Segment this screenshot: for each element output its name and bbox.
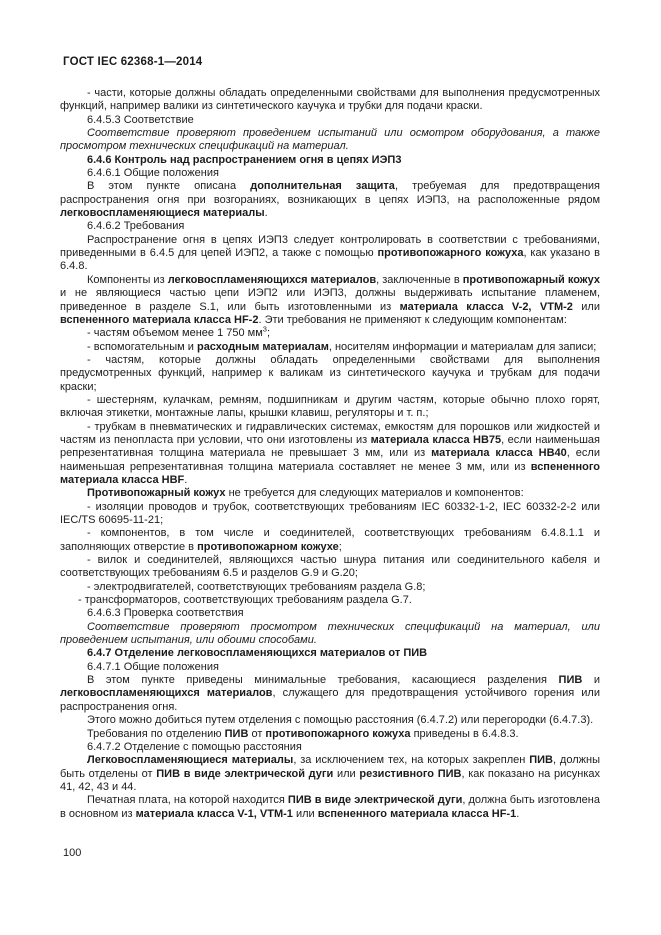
text-run: материала класса HB40 (431, 447, 567, 460)
text-run: резистивного ПИВ (359, 767, 462, 780)
text-run: . (184, 473, 188, 486)
text-run: - частям, которые должны обладать определенными свойствами для выполнения предусмотренных функций, например к валикам из синтетического каучука и трубкам для подачи краски; (60, 353, 600, 393)
text-run: . (264, 207, 268, 220)
text-run: дополнительная защита (250, 180, 395, 193)
text-run: вспененного материала класса HF-1 (317, 807, 517, 820)
text-run: вспененного материала класса HF-2 (60, 313, 259, 326)
paragraph (60, 127, 600, 154)
text-run: 6.4.5.3 Соответствие (87, 113, 194, 126)
paragraph (60, 594, 600, 607)
text-run: , если наименьшая репрезентативная толщина материала не превышает 3 мм, или из (60, 433, 600, 460)
text-run: - трансформаторов, соответствующих требованиям раздела G.7. (78, 594, 412, 607)
text-run: вспененного материала класса HBF (60, 460, 600, 486)
text-run: , если наименьшая репрезентативная толщина материала составляет не менее 3 мм, или из (60, 447, 600, 473)
page-header: ГОСТ IEC 62368-1—2014 (63, 56, 203, 68)
paragraph (60, 527, 600, 554)
paragraph (60, 674, 600, 714)
text-run: 6.4.6.3 Проверка соответствия (87, 607, 244, 620)
text-run: , за исключением тех, на которых закреплен (293, 754, 530, 767)
text-run: 6.4.7 Отделение легковоспламеняющихся материалов от ПИВ (87, 647, 428, 660)
paragraph (60, 554, 600, 581)
text-run: , как показано на рисунках 41, 42, 43 и 44. (60, 767, 600, 793)
text-run: - вспомогательным и (87, 340, 197, 353)
text-run: и (582, 674, 600, 687)
text-run: расходным материалам (196, 340, 329, 353)
text-run: , требуемая для предотвращения распространения огня при возгораниях, возникающих в цепях ИЭП3, на расположенные рядом (60, 180, 600, 206)
text-run: , должны быть отделены от (60, 754, 600, 780)
text-run: Противопожарный кожух (87, 487, 226, 500)
text-run: или (572, 300, 600, 313)
text-run: Соответствие проверяют проведением испытаний или осмотром оборудования, а также просмотром технических спецификаций на материал. (60, 127, 600, 153)
text-run: - частям объемом менее 1 750 мм (87, 327, 263, 340)
text-run: материала класса V-2, VTM-2 (399, 300, 573, 313)
paragraph (60, 341, 600, 354)
text-run: легковоспламеняющиеся материалы (60, 207, 265, 220)
text-run: противопожарного кожуха (265, 727, 411, 740)
text-run: - шестерням, кулачкам, ремням, подшипникам и другим частям, которые обычно плохо горят, включая этикетки, монтажные лапы, крышки клавиш, регуляторы и т. п.; (60, 393, 600, 420)
text-run: . (516, 807, 520, 820)
text-run: легковоспламеняющихся материалов (60, 687, 273, 700)
paragraph (60, 581, 600, 594)
paragraph (60, 114, 600, 127)
paragraph (60, 154, 600, 167)
paragraph (60, 167, 600, 180)
text-run: , заключенные в (376, 273, 463, 286)
text-run: от (248, 727, 266, 740)
text-run: или (333, 767, 360, 780)
text-run: - изоляции проводов и трубок, соответствующих требованиям IEC 60332-1-2, IEC 60332-2-2 или IEC/TS 60695-11-21; (60, 500, 600, 526)
text-run: Печатная плата, на которой находится (87, 794, 288, 807)
paragraph (60, 607, 600, 620)
text-run: или (292, 807, 318, 820)
paragraph (60, 621, 600, 648)
text-run: - электродвигателей, соответствующих требованиям раздела G.8; (87, 580, 426, 593)
paragraph (60, 728, 600, 741)
paragraph (60, 741, 600, 754)
superscript-text: 3 (262, 324, 267, 334)
paragraph (60, 220, 600, 233)
paragraph (60, 714, 600, 727)
text-run: ПИВ в виде электрической дуги (156, 767, 334, 780)
text-run: В этом пункте описана (87, 180, 251, 193)
text-run: - вилок и соединителей, являющихся частью шнура питания или соединительного кабеля и соответствующих требованиям 6.5 и разделов G.9 и G.20; (60, 554, 600, 580)
text-run: 6.4.6.1 Общие положения (87, 167, 219, 180)
paragraph (60, 87, 600, 114)
text-run: - компонентов, в том числе и соединителей, соответствующих требованиям 6.4.8.1.1 и заполняющих отверстие в (60, 527, 600, 553)
document-body (60, 87, 600, 821)
text-run: материала класса V-1, VTM-1 (135, 807, 293, 820)
paragraph (60, 324, 600, 340)
text-run: Легковоспламеняющиеся материалы (87, 754, 294, 767)
text-run: ; (338, 540, 342, 553)
text-run: В этом пункте приведены минимальные требования, касающиеся разделения (87, 674, 559, 687)
paragraph (60, 794, 600, 821)
paragraph (60, 487, 600, 500)
text-run: легковоспламеняющихся материалов (167, 273, 377, 286)
text-run: Компоненты из (87, 273, 168, 286)
text-run: 6.4.7.2 Отделение с помощью расстояния (87, 740, 302, 753)
text-run: материала класса HB75 (370, 433, 502, 446)
text-run: ПИВ (558, 674, 583, 687)
paragraph (60, 394, 600, 421)
text-run: 6.4.7.1 Общие положения (87, 660, 219, 673)
text-run: приведены в 6.4.8.3. (410, 727, 519, 740)
text-run: Этого можно добиться путем отделения с помощью расстояния (6.4.7.2) или перегородки (6.4.7.3). (87, 714, 594, 727)
text-run: , как указано в 6.4.8. (60, 247, 600, 273)
paragraph (60, 647, 600, 660)
paragraph (60, 754, 600, 794)
paragraph (60, 354, 600, 394)
text-run: - части, которые должны обладать определенными свойствами для выполнения предусмотренных функций, например валики из синтетического каучука и трубки для подачи краски. (60, 87, 600, 113)
text-run: Требования по отделению (87, 727, 225, 740)
text-run: , носителям информации и материалам для записи; (328, 340, 597, 353)
text-run: , служащего для предотвращения устойчивого горения или распространения огня. (60, 687, 600, 713)
text-run: ПИВ в виде электрической дуги (287, 794, 463, 807)
text-run: противопожарном кожухе (197, 540, 339, 553)
text-run: противопожарный кожух (462, 273, 600, 286)
text-run: 6.4.6.2 Требования (87, 220, 185, 233)
text-run: ; (266, 327, 271, 340)
paragraph (60, 274, 600, 327)
text-run: 6.4.6 Контроль над распространением огня в цепях ИЭП3 (87, 153, 402, 166)
paragraph (60, 421, 600, 488)
page-number: 100 (63, 847, 82, 859)
text-run: , должна быть изготовлена в основном из (60, 794, 600, 820)
paragraph (60, 180, 600, 220)
text-run: и не являющиеся частью цепи ИЭП2 или ИЭП3, должны выдерживать испытание пламенем, приведенное в разделе S.1, или быть изготовленными из (60, 287, 600, 313)
text-run: Распространение огня в цепях ИЭП3 следует контролировать в соответствии с требованиями, приведенными в 6.4.5 для цепей ИЭП2, а также с помощью (60, 233, 600, 260)
text-run: противопожарного кожуха (377, 247, 524, 260)
text-run: не требуется для следующих материалов и компонентов: (225, 487, 524, 500)
text-run: Соответствие проверяют просмотром технических спецификаций на материал, или проведением испытания, или обоими способами. (60, 620, 600, 647)
paragraph (60, 661, 600, 674)
text-run: . Эти требования не применяют к следующим компонентам: (258, 313, 567, 326)
text-run: ПИВ (224, 727, 249, 740)
paragraph (60, 234, 600, 274)
paragraph (60, 501, 600, 528)
text-run: ПИВ (529, 754, 553, 767)
text-run: - трубкам в пневматических и гидравлических системах, емкостям для порошков или жидкостей и частям из пенопласта при условии, что они изготовлены из (60, 420, 600, 446)
